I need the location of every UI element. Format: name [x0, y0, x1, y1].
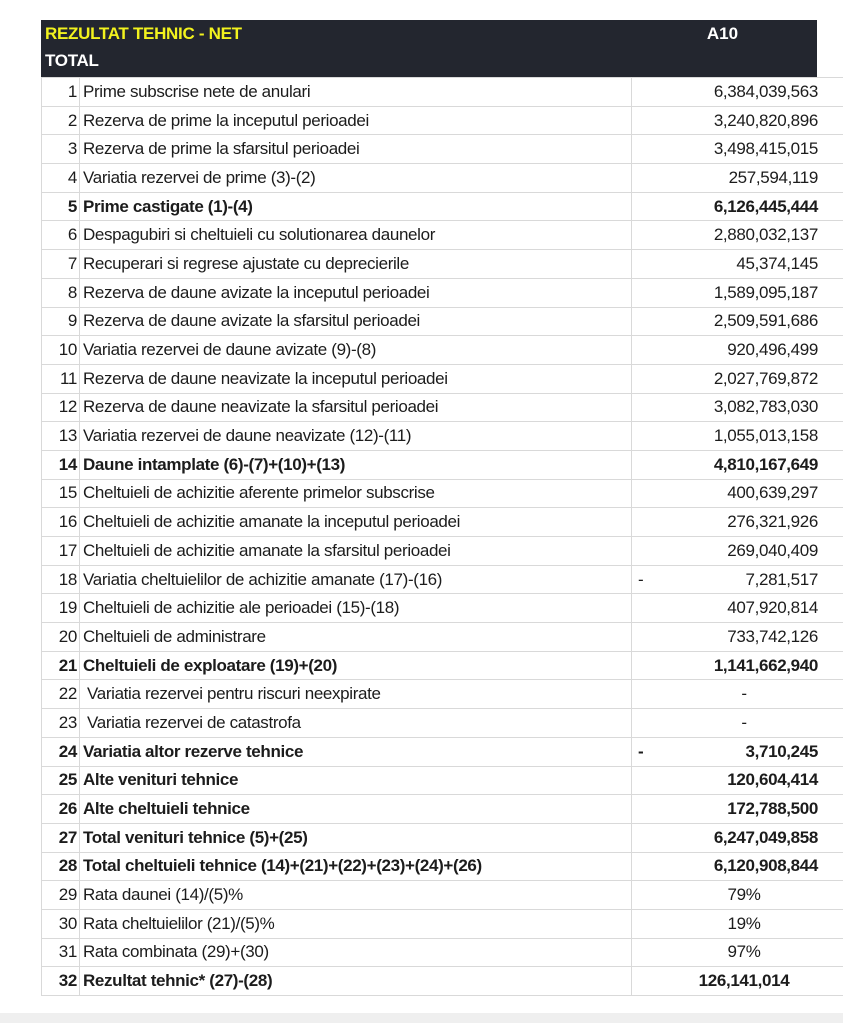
table-row [42, 250, 843, 279]
row-number: 23 [42, 709, 80, 738]
row-label: Rezerva de daune neavizate la sfarsitul perioadei [80, 393, 632, 422]
negative-sign: - [638, 741, 644, 761]
table-row [42, 565, 843, 594]
row-value: 2,027,769,872 [713, 368, 818, 388]
table-row [42, 164, 843, 193]
row-label: Rata combinata (29)+(30) [80, 938, 632, 967]
row-label: Variatia cheltuielilor de achizitie amanate (17)-(16) [80, 565, 632, 594]
row-value-cell [632, 221, 843, 250]
row-number: 19 [42, 594, 80, 623]
row-value: 3,498,415,015 [713, 139, 818, 159]
row-number: 7 [42, 250, 80, 279]
table-row [42, 766, 843, 795]
row-value: 1,589,095,187 [713, 282, 818, 302]
row-value: 97% [727, 942, 761, 962]
row-value: 3,240,820,896 [713, 110, 818, 130]
row-value-cell [632, 192, 843, 221]
row-value-cell [632, 823, 843, 852]
table-row [42, 852, 843, 881]
row-value-cell [632, 651, 843, 680]
row-value-cell [632, 106, 843, 135]
table-row [42, 680, 843, 709]
row-label: Prime castigate (1)-(4) [80, 192, 632, 221]
table-row [42, 881, 843, 910]
row-number: 29 [42, 881, 80, 910]
row-number: 20 [42, 623, 80, 652]
bottom-strip [0, 1013, 843, 1023]
table-header [41, 20, 817, 77]
row-number: 21 [42, 651, 80, 680]
row-value-cell [632, 909, 843, 938]
table-row [42, 106, 843, 135]
table-row [42, 336, 843, 365]
row-value-cell [632, 938, 843, 967]
row-number: 30 [42, 909, 80, 938]
row-label: Variatia rezervei de catastrofa [80, 709, 632, 738]
row-label: Rata daunei (14)/(5)% [80, 881, 632, 910]
table-row [42, 479, 843, 508]
row-value-cell [632, 766, 843, 795]
table-row [42, 967, 843, 996]
row-number: 14 [42, 450, 80, 479]
row-number: 6 [42, 221, 80, 250]
row-label: Rezultat tehnic* (27)-(28) [80, 967, 632, 996]
row-number: 16 [42, 508, 80, 537]
row-number: 22 [42, 680, 80, 709]
row-value-cell [632, 508, 843, 537]
row-value-cell [632, 164, 843, 193]
row-value-cell [632, 78, 843, 107]
table-row [42, 422, 843, 451]
row-label: Rezerva de daune avizate la inceputul perioadei [80, 278, 632, 307]
row-label: Variatia altor rezerve tehnice [80, 737, 632, 766]
table-row [42, 221, 843, 250]
row-value-cell [632, 680, 843, 709]
table-row [42, 78, 843, 107]
row-value-cell [632, 737, 843, 766]
row-value: 79% [727, 885, 761, 905]
row-label: Rezerva de prime la sfarsitul perioadei [80, 135, 632, 164]
row-number: 31 [42, 938, 80, 967]
table-row [42, 450, 843, 479]
table-row [42, 795, 843, 824]
row-label: Cheltuieli de achizitie ale perioadei (15)-(18) [80, 594, 632, 623]
row-label: Rata cheltuielilor (21)/(5)% [80, 909, 632, 938]
row-value: 120,604,414 [727, 770, 818, 790]
row-value: 269,040,409 [727, 540, 818, 560]
row-label: Variatia rezervei pentru riscuri neexpirate [80, 680, 632, 709]
row-value: 7,281,517 [745, 569, 818, 589]
row-value: 172,788,500 [727, 799, 818, 819]
row-value: 4,810,167,649 [713, 454, 818, 474]
row-value: 6,384,039,563 [713, 81, 818, 101]
technical-result-table [41, 20, 817, 996]
row-value: - [741, 684, 747, 704]
row-label: Rezerva de daune avizate la sfarsitul perioadei [80, 307, 632, 336]
row-value: 6,126,445,444 [713, 196, 818, 216]
table-row [42, 278, 843, 307]
row-value-cell [632, 393, 843, 422]
table-body [42, 78, 843, 996]
row-number: 15 [42, 479, 80, 508]
row-value: 407,920,814 [727, 598, 818, 618]
row-value-cell [632, 450, 843, 479]
row-label: Rezerva de daune neavizate la inceputul perioadei [80, 364, 632, 393]
row-label: Prime subscrise nete de anulari [80, 78, 632, 107]
row-value-cell [632, 364, 843, 393]
table-row [42, 307, 843, 336]
row-value-cell [632, 967, 843, 996]
table-row [42, 651, 843, 680]
row-value: 2,509,591,686 [713, 311, 818, 331]
row-number: 32 [42, 967, 80, 996]
row-label: Cheltuieli de exploatare (19)+(20) [80, 651, 632, 680]
row-number: 1 [42, 78, 80, 107]
row-number: 24 [42, 737, 80, 766]
row-label: Rezerva de prime la inceputul perioadei [80, 106, 632, 135]
row-number: 25 [42, 766, 80, 795]
row-value: 400,639,297 [727, 483, 818, 503]
row-number: 5 [42, 192, 80, 221]
data-table [41, 77, 843, 996]
row-value: 920,496,499 [727, 340, 818, 360]
row-label: Total venituri tehnice (5)+(25) [80, 823, 632, 852]
row-label: Despagubiri si cheltuieli cu solutionarea daunelor [80, 221, 632, 250]
table-row [42, 192, 843, 221]
row-value-cell [632, 795, 843, 824]
row-label: Cheltuieli de achizitie amanate la inceputul perioadei [80, 508, 632, 537]
table-title: REZULTAT TEHNIC - NET [45, 24, 242, 43]
row-value-cell [632, 336, 843, 365]
row-label: Alte cheltuieli tehnice [80, 795, 632, 824]
row-value-cell [632, 135, 843, 164]
row-value-cell [632, 852, 843, 881]
table-row [42, 623, 843, 652]
row-value-cell [632, 709, 843, 738]
row-label: Cheltuieli de administrare [80, 623, 632, 652]
row-label: Variatia rezervei de prime (3)-(2) [80, 164, 632, 193]
row-number: 27 [42, 823, 80, 852]
row-number: 4 [42, 164, 80, 193]
table-row [42, 594, 843, 623]
table-subtitle: TOTAL [45, 51, 99, 70]
row-value: 6,247,049,858 [713, 827, 818, 847]
row-label: Alte venituri tehnice [80, 766, 632, 795]
row-value: 257,594,119 [728, 167, 818, 187]
row-value: 2,880,032,137 [713, 225, 818, 245]
column-header-a10: A10 [706, 24, 739, 43]
row-value: 126,141,014 [698, 971, 790, 991]
table-row [42, 938, 843, 967]
row-number: 28 [42, 852, 80, 881]
row-value-cell [632, 881, 843, 910]
row-label: Total cheltuieli tehnice (14)+(21)+(22)+(23)+(24)+(26) [80, 852, 632, 881]
row-number: 8 [42, 278, 80, 307]
row-label: Recuperari si regrese ajustate cu deprecierile [80, 250, 632, 279]
row-value: - [741, 712, 747, 732]
row-value-cell [632, 422, 843, 451]
row-label: Variatia rezervei de daune neavizate (12)-(11) [80, 422, 632, 451]
row-label: Variatia rezervei de daune avizate (9)-(8) [80, 336, 632, 365]
row-number: 12 [42, 393, 80, 422]
table-row [42, 737, 843, 766]
row-value: 19% [727, 913, 761, 933]
table-row [42, 364, 843, 393]
row-number: 9 [42, 307, 80, 336]
row-value-cell [632, 537, 843, 566]
row-number: 3 [42, 135, 80, 164]
row-label: Daune intamplate (6)-(7)+(10)+(13) [80, 450, 632, 479]
table-row [42, 537, 843, 566]
row-value: 3,710,245 [745, 741, 818, 761]
row-number: 11 [42, 364, 80, 393]
row-label: Cheltuieli de achizitie aferente primelor subscrise [80, 479, 632, 508]
row-number: 13 [42, 422, 80, 451]
row-label: Cheltuieli de achizitie amanate la sfarsitul perioadei [80, 537, 632, 566]
row-number: 18 [42, 565, 80, 594]
table-row [42, 508, 843, 537]
row-value: 6,120,908,844 [713, 856, 818, 876]
row-value-cell [632, 594, 843, 623]
row-value: 276,321,926 [727, 512, 818, 532]
row-value: 3,082,783,030 [713, 397, 818, 417]
row-number: 10 [42, 336, 80, 365]
table-row [42, 709, 843, 738]
row-value: 1,055,013,158 [713, 426, 818, 446]
table-row [42, 393, 843, 422]
row-value-cell [632, 479, 843, 508]
row-value-cell [632, 307, 843, 336]
table-row [42, 135, 843, 164]
row-number: 17 [42, 537, 80, 566]
row-value-cell [632, 278, 843, 307]
row-value: 733,742,126 [727, 626, 818, 646]
table-row [42, 823, 843, 852]
row-value-cell [632, 250, 843, 279]
negative-sign: - [638, 569, 644, 589]
row-value: 45,374,145 [736, 253, 818, 273]
row-value-cell [632, 565, 843, 594]
row-value: 1,141,662,940 [713, 655, 818, 675]
row-value-cell [632, 623, 843, 652]
row-number: 2 [42, 106, 80, 135]
table-row [42, 909, 843, 938]
row-number: 26 [42, 795, 80, 824]
